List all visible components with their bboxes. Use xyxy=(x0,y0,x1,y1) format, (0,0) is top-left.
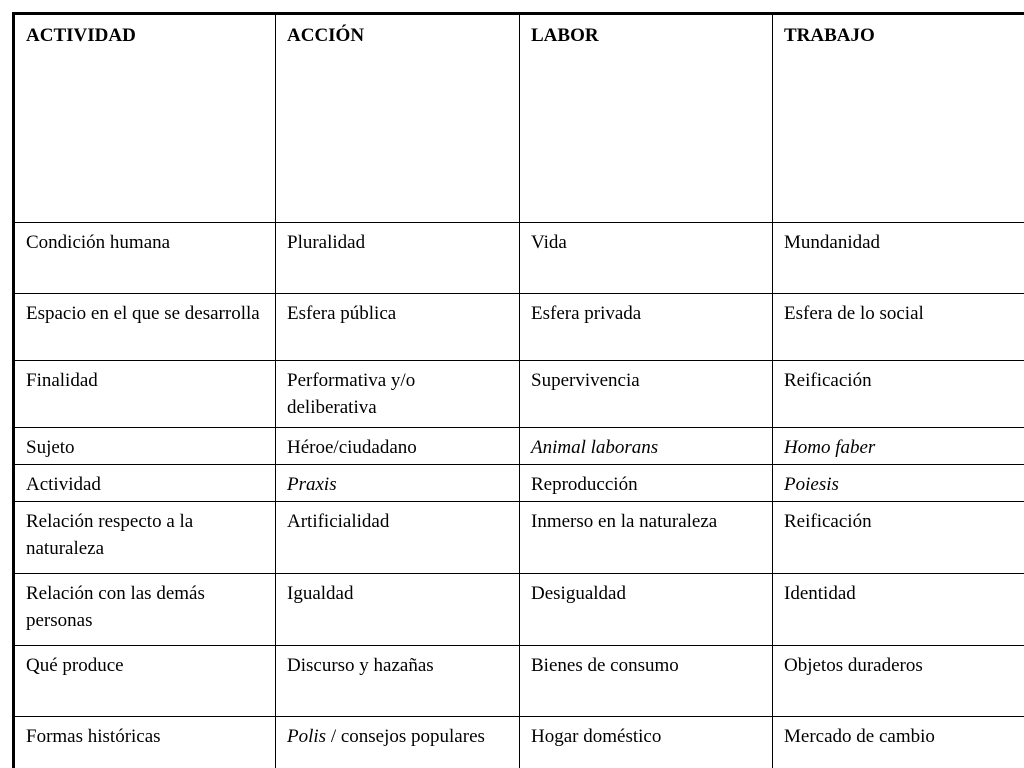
cell-labor: Inmerso en la naturaleza xyxy=(520,502,773,574)
cell-trabajo: Reificación xyxy=(773,361,1024,428)
cell-labor: Vida xyxy=(520,223,773,294)
cell-accion: Esfera pública xyxy=(276,294,520,361)
cell-trabajo: Objetos duraderos xyxy=(773,646,1024,717)
cell-trabajo: Esfera de lo social xyxy=(773,294,1024,361)
cell-accion: Igualdad xyxy=(276,574,520,646)
row-label: Sujeto xyxy=(14,428,276,465)
cell-accion: Discurso y hazañas xyxy=(276,646,520,717)
cell-accion: Praxis xyxy=(276,465,520,502)
table-header-row xyxy=(14,14,1024,223)
cell-trabajo: Reificación xyxy=(773,502,1024,574)
header-cell-actividad: ACTIVIDAD xyxy=(14,14,276,223)
cell-accion: Héroe/ciudadano xyxy=(276,428,520,465)
table-row xyxy=(14,717,1024,768)
header-cell-labor: LABOR xyxy=(520,14,773,223)
cell-accion: Artificialidad xyxy=(276,502,520,574)
cell-labor: Supervivencia xyxy=(520,361,773,428)
cell-labor: Reproducción xyxy=(520,465,773,502)
cell-labor: Esfera privada xyxy=(520,294,773,361)
row-label: Qué produce xyxy=(14,646,276,717)
table-row xyxy=(14,294,1024,361)
cell-trabajo: Mercado de cambio xyxy=(773,717,1024,768)
cell-accion-rest: / consejos populares xyxy=(326,726,485,747)
comparison-table xyxy=(12,12,1024,768)
cell-accion: Pluralidad xyxy=(276,223,520,294)
header-cell-trabajo: TRABAJO xyxy=(773,14,1024,223)
cell-labor: Bienes de consumo xyxy=(520,646,773,717)
cell-accion: Performativa y/o deliberativa xyxy=(276,361,520,428)
table-row xyxy=(14,465,1024,502)
table-row xyxy=(14,223,1024,294)
row-label: Actividad xyxy=(14,465,276,502)
cell-labor: Desigualdad xyxy=(520,574,773,646)
row-label: Formas históricas xyxy=(14,717,276,768)
table-row xyxy=(14,574,1024,646)
cell-trabajo: Homo faber xyxy=(773,428,1024,465)
cell-trabajo: Poiesis xyxy=(773,465,1024,502)
row-label: Relación con las demás personas xyxy=(14,574,276,646)
cell-trabajo: Identidad xyxy=(773,574,1024,646)
row-label: Condición humana xyxy=(14,223,276,294)
cell-labor: Hogar doméstico xyxy=(520,717,773,768)
table-row xyxy=(14,502,1024,574)
header-cell-accion: ACCIÓN xyxy=(276,14,520,223)
cell-trabajo: Mundanidad xyxy=(773,223,1024,294)
cell-accion xyxy=(276,717,520,768)
table-row xyxy=(14,646,1024,717)
row-label: Espacio en el que se desarrolla xyxy=(14,294,276,361)
table-row xyxy=(14,361,1024,428)
table-row xyxy=(14,428,1024,465)
cell-accion-italic: Polis xyxy=(287,726,327,747)
row-label: Finalidad xyxy=(14,361,276,428)
cell-labor: Animal laborans xyxy=(520,428,773,465)
row-label: Relación respecto a la naturaleza xyxy=(14,502,276,574)
